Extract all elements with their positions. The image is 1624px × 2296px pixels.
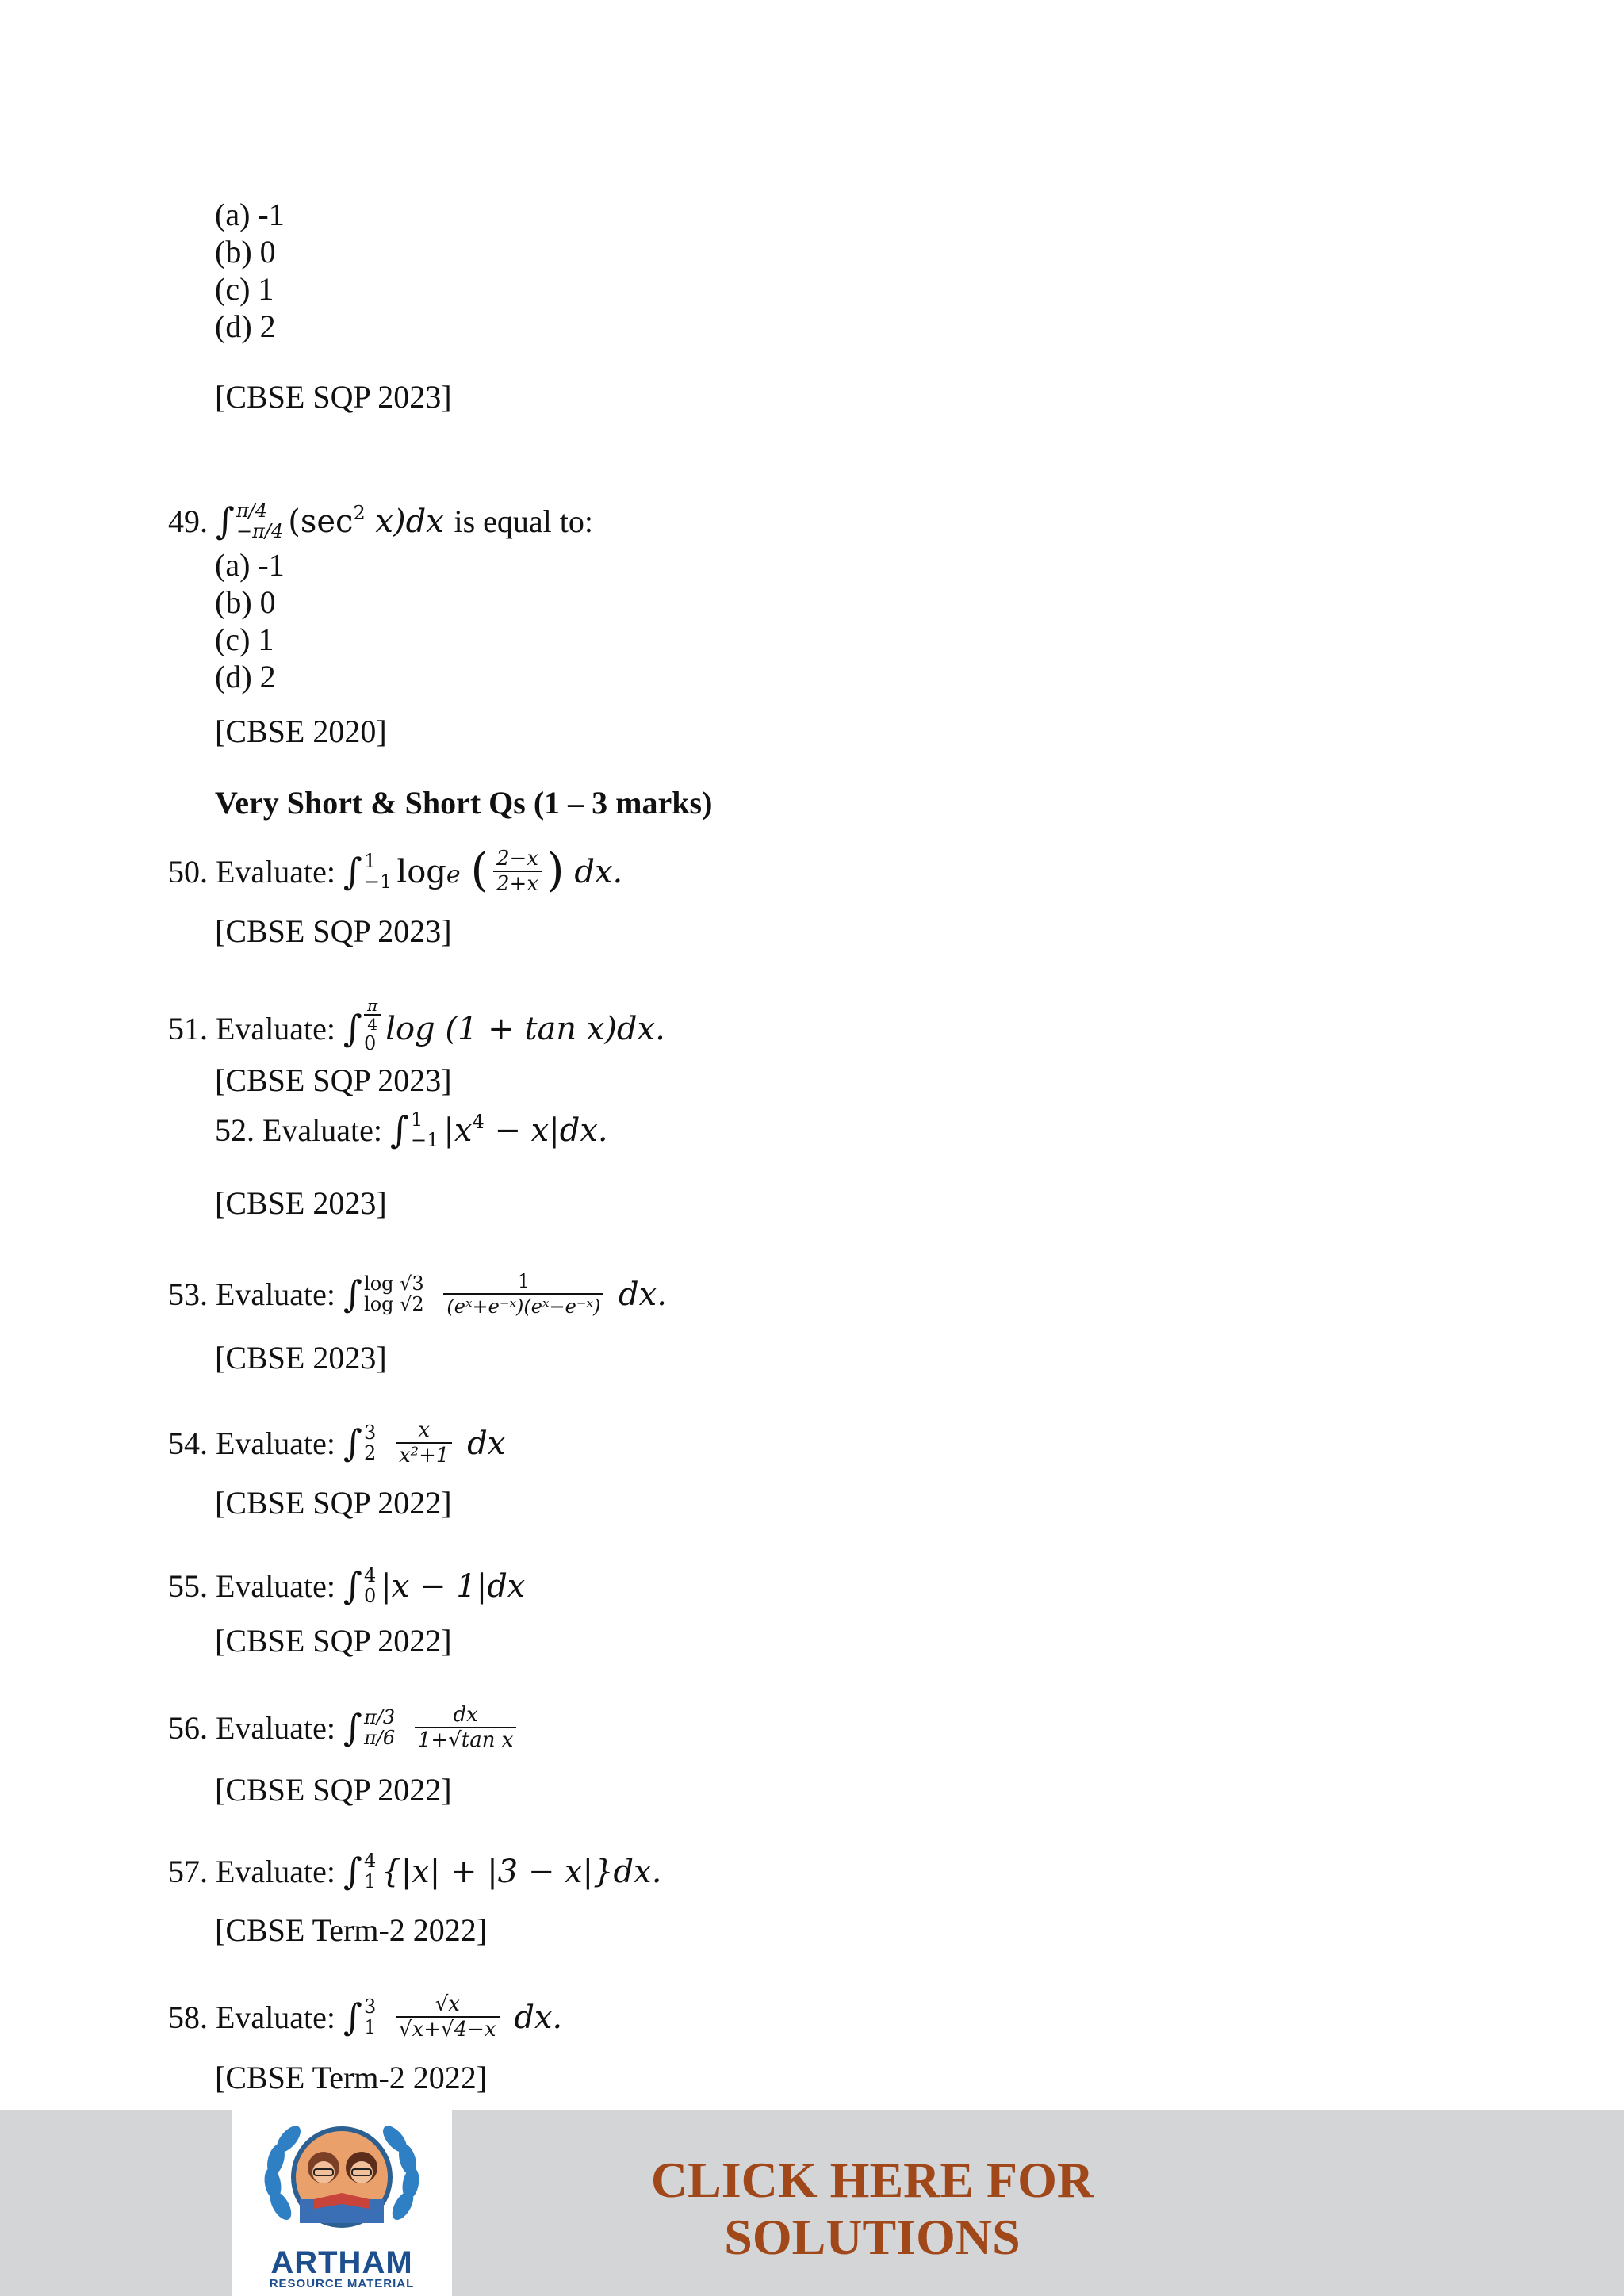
solutions-link[interactable] bbox=[603, 2152, 1142, 2266]
logo-subtitle: RESOURCE MATERIAL bbox=[269, 2277, 415, 2290]
q55-source: [CBSE SQP 2022] bbox=[215, 1623, 452, 1659]
q49-limits: π/4 −π/4 bbox=[236, 499, 284, 542]
integral-sign: ∫ bbox=[343, 1007, 363, 1050]
question-56: 56. Evaluate: ∫ π/3 π/6 $\frac{dx}{\text{1+√tan x}}$ bbox=[168, 1706, 521, 1755]
q48-source: [CBSE SQP 2023] bbox=[215, 379, 452, 415]
question-53: 53. Evaluate: ∫ log √3 log √2 $\frac{1}{\text{(eˣ+e⁻ˣ)(eˣ−e⁻ˣ)}}$ dx. bbox=[168, 1270, 667, 1318]
integral-sign: ∫ bbox=[343, 1996, 363, 2038]
integral-sign: ∫ bbox=[390, 1108, 410, 1151]
section-heading: Very Short & Short Qs (1 – 3 marks) bbox=[215, 785, 713, 821]
question-51: 51. Evaluate: ∫ π 4 0 log (1 + tan x)dx. bbox=[168, 996, 665, 1054]
q54-source: [CBSE SQP 2022] bbox=[215, 1485, 452, 1521]
integral-sign: ∫ bbox=[343, 1422, 363, 1464]
integral-sign: ∫ bbox=[343, 1272, 363, 1315]
q49-option-d: (d) 2 bbox=[215, 659, 276, 695]
q49-option-b: (b) 0 bbox=[215, 584, 276, 620]
cta-line-2: SOLUTIONS bbox=[724, 2209, 1021, 2265]
q48-option-b: (b) 0 bbox=[215, 234, 276, 270]
q49-option-a: (a) -1 bbox=[215, 547, 285, 583]
q49-tail: is equal to: bbox=[454, 503, 594, 539]
integral-sign: ∫ bbox=[343, 1706, 363, 1749]
q49-option-c: (c) 1 bbox=[215, 622, 274, 657]
logo-name: ARTHAM bbox=[270, 2245, 413, 2280]
q57-source: [CBSE Term-2 2022] bbox=[215, 1912, 488, 1948]
q52-source: [CBSE 2023] bbox=[215, 1185, 387, 1221]
q51-source: [CBSE SQP 2023] bbox=[215, 1062, 452, 1098]
question-50: 50. Evaluate: ∫ 1 −1 loge ( $\frac{2-x}{2+x}$ ) dx. bbox=[168, 843, 623, 897]
question-58: 58. Evaluate: ∫ 3 1 $\frac{√x}{√x+√4-x}$ dx. bbox=[168, 1992, 563, 2042]
question-49: 49. ∫ π/4 −π/4 ($\sec^2$ x)dx is equal to: bbox=[168, 499, 594, 542]
q49-source: [CBSE 2020] bbox=[215, 714, 387, 749]
question-55: 55. Evaluate: ∫ 4 0 |x − 1|dx bbox=[168, 1564, 526, 1607]
q48-option-d: (d) 2 bbox=[215, 308, 276, 344]
cta-line-1: CLICK HERE FOR bbox=[650, 2152, 1094, 2208]
q48-option-c: (c) 1 bbox=[215, 271, 274, 307]
integral-sign: ∫ bbox=[216, 499, 235, 542]
q49-number: 49. bbox=[168, 503, 208, 539]
q58-source: [CBSE Term-2 2022] bbox=[215, 2060, 488, 2095]
question-52: 52. Evaluate: ∫ 1 −1 $|x^4 - x|dx$. bbox=[215, 1108, 608, 1151]
q48-option-a: (a) -1 bbox=[215, 197, 285, 232]
question-54: 54. Evaluate: ∫ 3 2 $\frac{x}{\text{x²+1}}$ dx bbox=[168, 1418, 506, 1468]
q50-source: [CBSE SQP 2023] bbox=[215, 913, 452, 949]
laurel-logo-icon bbox=[232, 2110, 452, 2245]
integral-sign: ∫ bbox=[343, 1564, 363, 1607]
q56-source: [CBSE SQP 2022] bbox=[215, 1772, 452, 1808]
question-57: 57. Evaluate: ∫ 4 1 {|x| + |3 − x|}dx. bbox=[168, 1850, 662, 1892]
q53-source: [CBSE 2023] bbox=[215, 1340, 387, 1376]
artham-logo[interactable] bbox=[232, 2110, 452, 2296]
footer-banner bbox=[0, 2110, 1624, 2296]
integral-sign: ∫ bbox=[343, 1850, 363, 1892]
integral-sign: ∫ bbox=[343, 850, 363, 893]
